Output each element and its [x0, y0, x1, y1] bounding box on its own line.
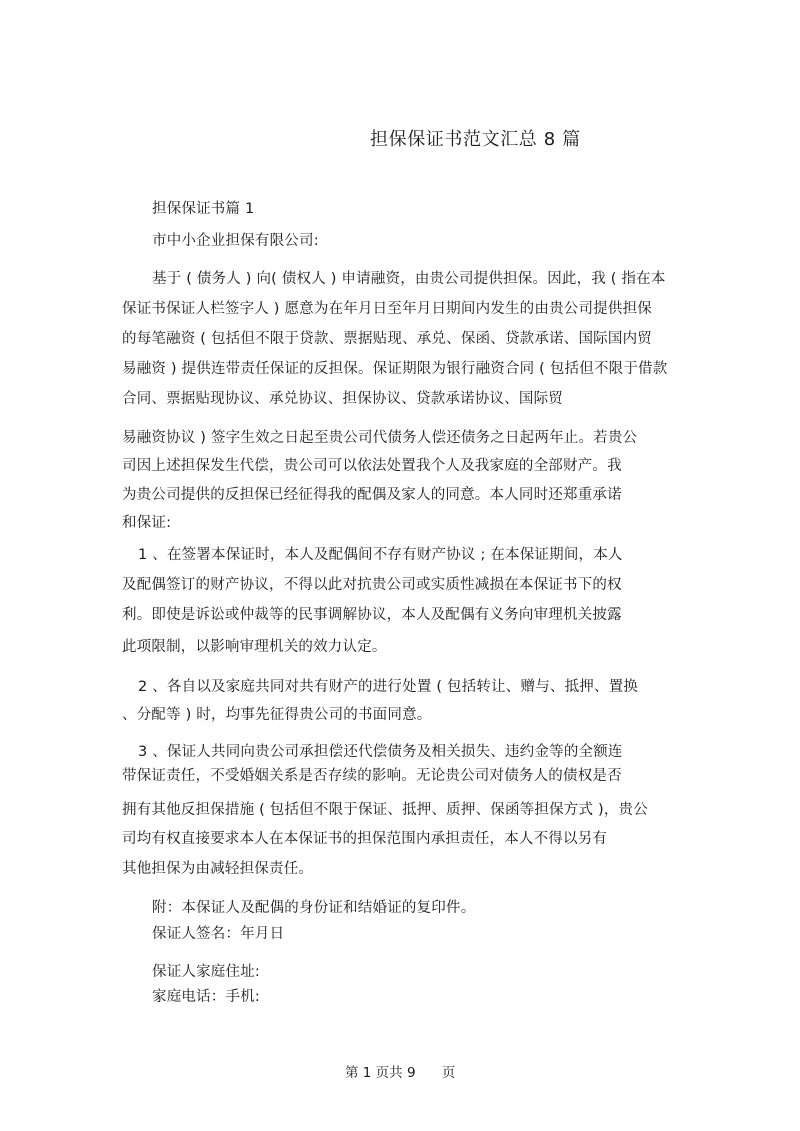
body-line: 易融资 ) 提供连带责任保证的反担保。保证期限为银行融资合同 ( 包括但不限于借款: [122, 361, 668, 377]
body-line: 基于 ( 债务人 ) 向( 债权人 ) 申请融资，由贵公司提供担保。因此，我 ( 指在本: [152, 271, 666, 287]
clause-3-line: 司均有权直接要求本人在本保证书的担保范围内承担责任，本人不得以另有: [122, 831, 608, 847]
phone-line: 家庭电话：手机:: [152, 989, 260, 1005]
clause-3-line: 带保证责任，不受婚姻关系是否存续的影响。无论贵公司对债务人的债权是否: [122, 768, 622, 784]
body-line: 司因上述担保发生代偿，贵公司可以依法处置我个人及我家庭的全部财产。我: [122, 458, 622, 474]
signature-line: 保证人签名：年月日: [152, 926, 285, 942]
clause-3-line: 3 、保证人共同向贵公司承担偿还代偿债务及相关损失、违约金等的全额连: [138, 744, 623, 760]
body-line: 合同、票据贴现协议、承兑协议、担保协议、贷款承诺协议、国际贸: [122, 391, 563, 407]
clause-3-line: 拥有其他反担保措施 ( 包括但不限于保证、抵押、质押、保函等担保方式 )，贵公: [122, 802, 648, 818]
clause-1-line: 1 、在签署本保证时，本人及配偶间不存有财产协议 ; 在本保证期间，本人: [138, 547, 623, 563]
page-number-suffix: 页: [441, 1065, 456, 1081]
section-heading: 担保保证书篇 1: [152, 201, 255, 217]
address-line: 保证人家庭住址:: [152, 964, 260, 980]
body-line: 易融资协议 ) 签字生效之日起至贵公司代债务人偿还债务之日起两年止。若贵公: [122, 430, 638, 446]
attachment-note: 附：本保证人及配偶的身份证和结婚证的复印件。: [152, 900, 476, 916]
clause-3-line: 其他担保为由减轻担保责任。: [122, 861, 314, 877]
clause-2-line: 、分配等 ) 时，均事先征得贵公司的书面同意。: [122, 707, 432, 723]
addressee: 市中小企业担保有限公司:: [152, 233, 319, 249]
page-footer: [345, 1064, 455, 1082]
page-number-label: 第 1 页共 9: [345, 1065, 416, 1081]
clause-1-line: 利。即使是诉讼或仲裁等的民事调解协议，本人及配偶有义务向审理机关披露: [122, 607, 622, 623]
body-line: 保证书保证人栏签字人 ) 愿意为在年月日至年月日期间内发生的由贵公司提供担保: [122, 301, 652, 317]
clause-1-line: 及配偶签订的财产协议，不得以此对抗贵公司或实质性减损在本保证书下的权: [122, 577, 622, 593]
body-line: 的每笔融资 ( 包括但不限于贷款、票据贴现、承兑、保函、贷款承诺、国际国内贸: [122, 331, 652, 347]
clause-2-line: 2 、各自以及家庭共同对共有财产的进行处置 ( 包括转让、赠与、抵押、置换: [138, 679, 639, 695]
clause-1-line: 此项限制，以影响审理机关的效力认定。: [122, 639, 387, 655]
document-title: 担保保证书范文汇总 8 篇: [370, 129, 581, 150]
body-line: 为贵公司提供的反担保已经征得我的配偶及家人的同意。本人同时还郑重承诺: [122, 487, 622, 503]
body-line: 和保证:: [122, 515, 172, 531]
